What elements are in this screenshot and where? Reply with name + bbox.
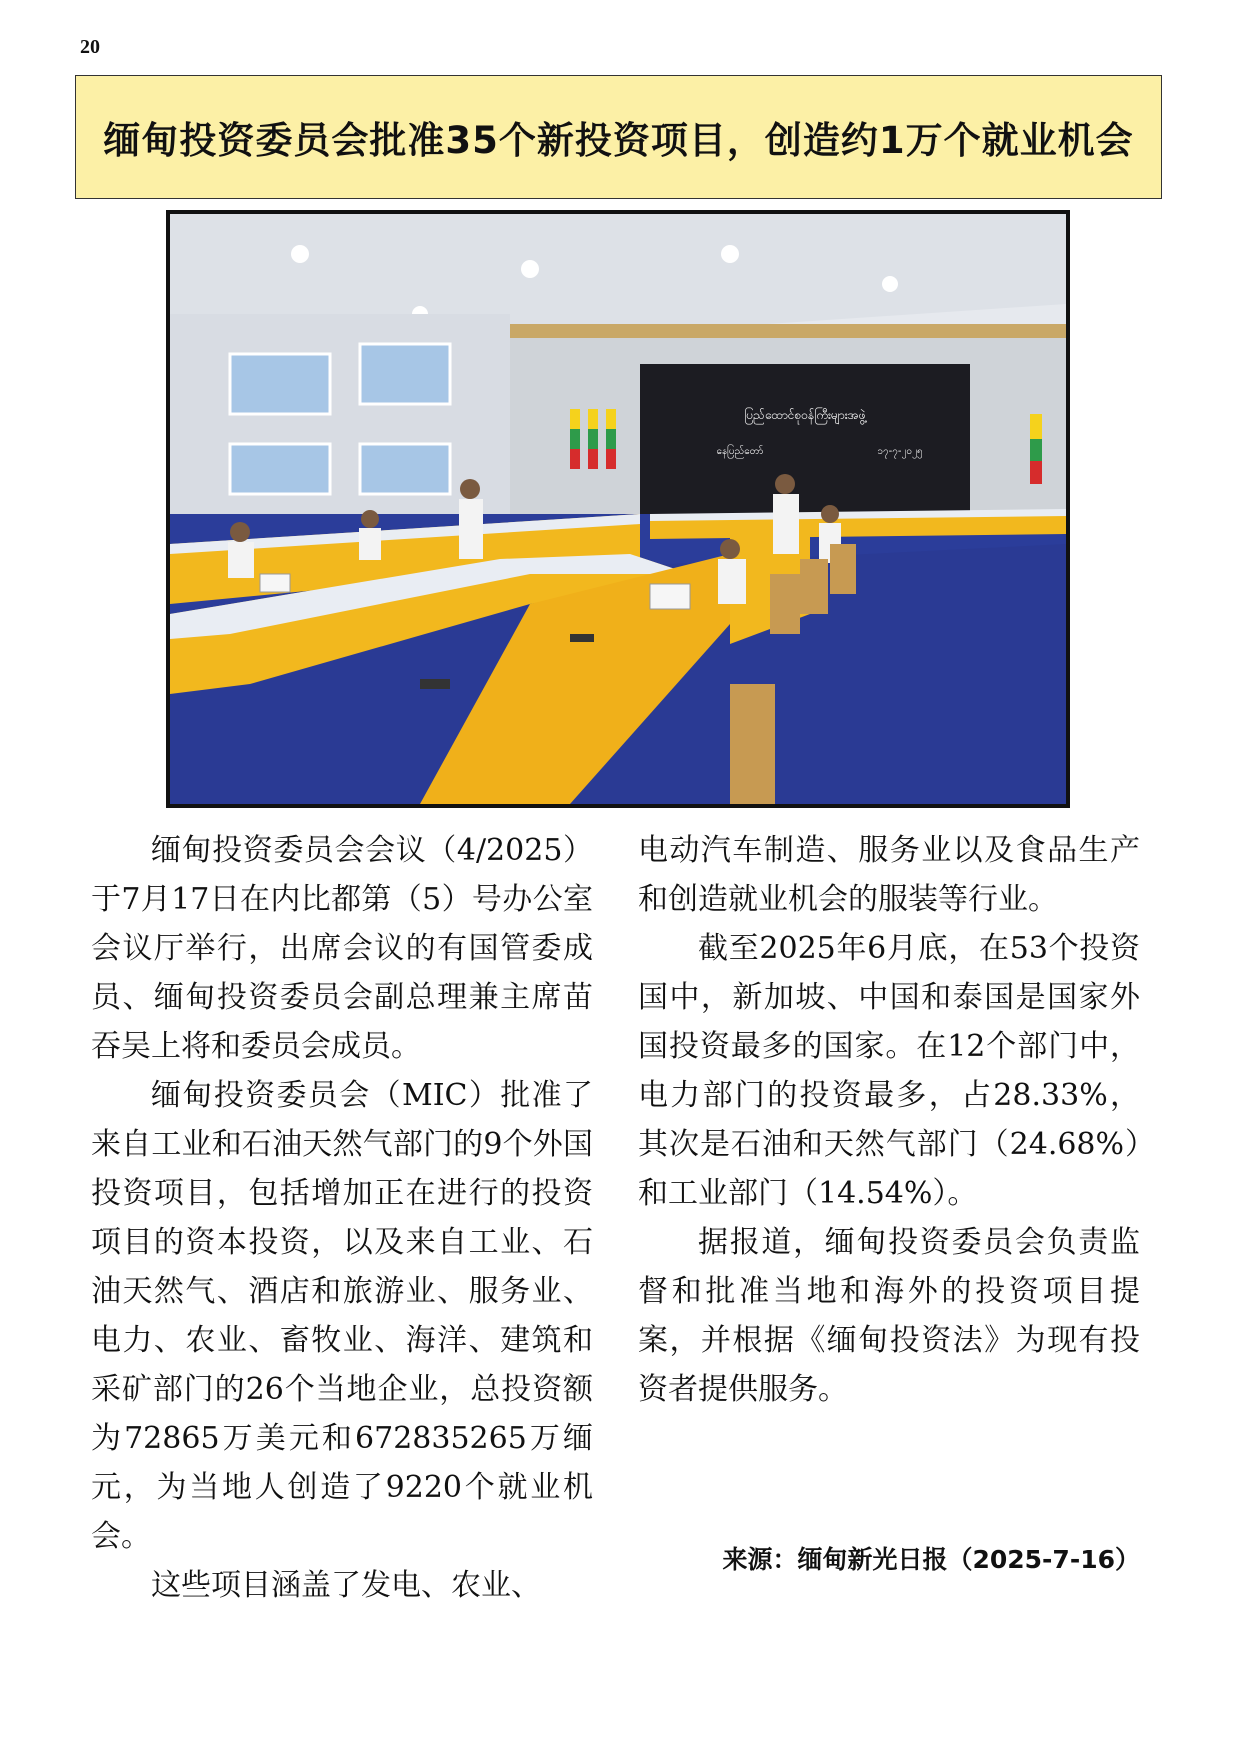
column-left [91,826,593,1610]
meeting-photo [166,210,1070,808]
article-title: 缅甸投资委员会批准35个新投资项目，创造约1万个就业机会 [103,119,1134,162]
page-number: 20 [80,36,100,58]
column-right [638,826,1140,1414]
paragraph: 截至2025年6月底，在53个投资国中，新加坡、中国和泰国是国家外国投资最多的国家。在12个部门中，电力部门的投资最多，占28.33%，其次是石油和天然气部门（24.68%）和工业部门（14.54%）。 [638,931,1140,1211]
paragraph: 这些项目涵盖了发电、农业、 [151,1568,541,1603]
banner-text-2: နေပြည်တော် [716,446,764,457]
paragraph: 缅甸投资委员会（MIC）批准了来自工业和石油天然气部门的9个外国投资项目，包括增加正在进行的投资项目的资本投资，以及来自工业、石油天然气、酒店和旅游业、服务业、电力、农业、畜牧业、海洋、建筑和采矿部门的26个当地企业，总投资额为72865万美元和672835265万缅元，为当地人创造了9220个就业机会。 [91,1078,593,1554]
meeting-room-illustration [170,214,1066,804]
banner-text-3: ၁၇-၇-၂၀၂၅ [877,446,923,457]
paragraph: 电动汽车制造、服务业以及食品生产和创造就业机会的服装等行业。 [638,833,1140,917]
paragraph: 缅甸投资委员会会议（4/2025）于7月17日在内比都第（5）号办公室会议厅举行，出席会议的有国管委成员、缅甸投资委员会副总理兼主席苗吞吴上将和委员会成员。 [91,833,593,1064]
source-citation: 来源：缅甸新光日报（2025-7-16） [722,1545,1140,1574]
banner-text-1: ပြည်ထောင်စုဝန်ကြီးများအဖွဲ့ [744,408,866,422]
title-box [75,75,1162,199]
paragraph: 据报道，缅甸投资委员会负责监督和批准当地和海外的投资项目提案，并根据《缅甸投资法》为现有投资者提供服务。 [638,1225,1140,1407]
